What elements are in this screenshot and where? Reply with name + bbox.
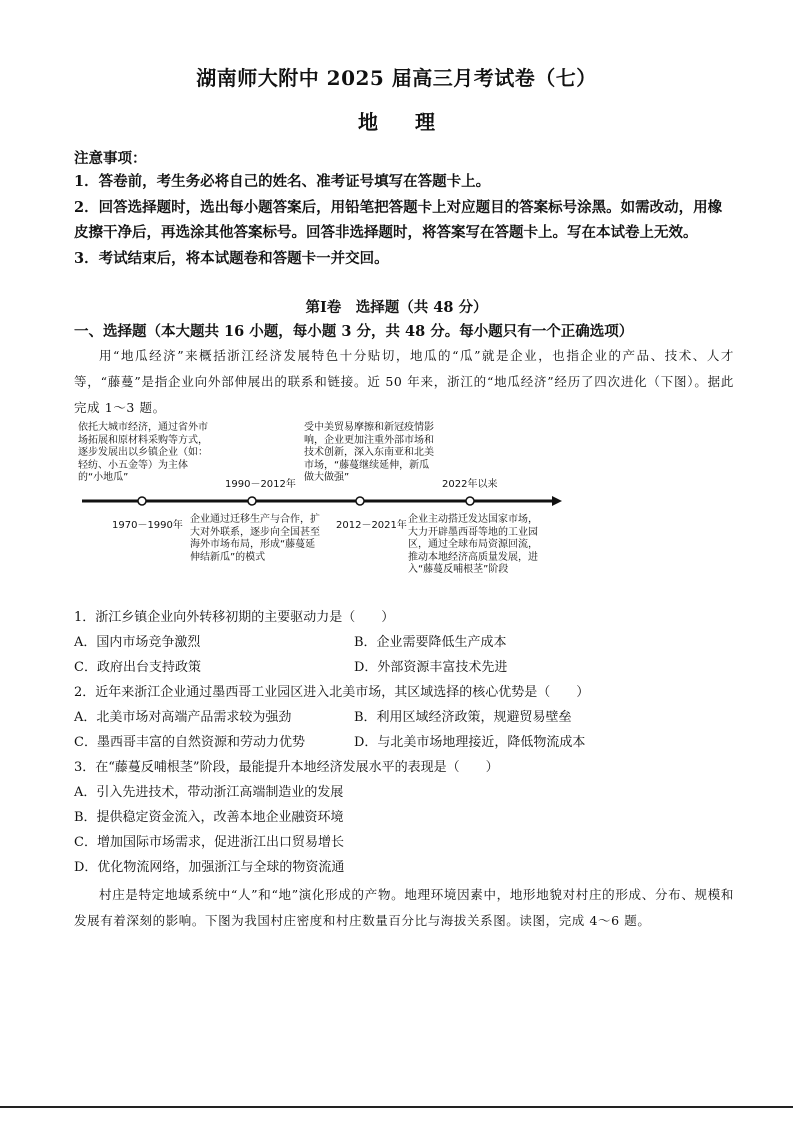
period-label: 2012－2021年 — [336, 520, 407, 531]
intro-paragraph-2: 村庄是特定地域系统中“人”和“地”演化形成的产物。地理环境因素中，地形地貌对村庄的形成、分布、规模和发展有着深刻的影响。下图为我国村庄密度和村庄数量百分比与海拔关系图。读图，完成 4～6 题。 — [74, 887, 734, 928]
timeline-figure — [74, 420, 564, 595]
page-bottom-rule — [0, 1106, 793, 1108]
exam-title: 湖南师大附中 2025 届高三月考试卷（七） — [196, 66, 597, 90]
period-label: 1990－2012年 — [225, 479, 296, 490]
section-title: 第Ⅰ卷 选择题（共 48 分） — [305, 299, 488, 316]
option-row — [74, 730, 734, 755]
option-b[interactable]: B．提供稳定资金流入，改善本地企业融资环境 — [74, 810, 344, 825]
notice-list — [74, 169, 734, 271]
option-a[interactable]: A．北美市场对高端产品需求较为强劲 — [74, 710, 292, 725]
question-stem: 2．近年来浙江企业通过墨西哥工业园区进入北美市场，其区域选择的核心优势是（ ） — [74, 685, 590, 700]
notice-item: 1．答卷前，考生务必将自己的姓名、准考证号填写在答题卡上。 — [74, 173, 491, 190]
question-list — [74, 605, 734, 880]
notice-item: 2．回答选择题时，选出每小题答案后，用铅笔把答题卡上对应题目的答案标号涂黑。如需改动，用橡皮擦干净后，再选涂其他答案标号。回答非选择题时，将答案写在答题卡上。写在本试卷上无效。 — [74, 198, 723, 241]
option-d[interactable]: D．与北美市场地理接近，降低物流成本 — [354, 735, 586, 750]
timeline-node — [138, 497, 146, 505]
stage-description: 受中美贸易摩擦和新冠疫情影响，企业更加注重外部市场和技术创新，深入东南亚和北美市场，“藤蔓继续延伸，新瓜做大做强” — [304, 422, 434, 483]
timeline-node — [466, 497, 474, 505]
option-b[interactable]: B．企业需要降低生产成本 — [354, 635, 507, 650]
stage-description: 企业通过迁移生产与合作，扩大对外联系，逐步向全国甚至海外市场布局，形成“藤蔓延伸结新瓜”的模式 — [190, 514, 320, 563]
option-row — [74, 705, 734, 730]
timeline-arrow — [552, 496, 562, 506]
subject-title: 地 理 — [358, 110, 435, 134]
intro-paragraph-1: 用“地瓜经济”来概括浙江经济发展特色十分贴切，地瓜的“瓜”就是企业，也指企业的产品、技术、人才等，“藤蔓”是指企业向外部伸展出的联系和链接。近 50 年来，浙江的“地瓜经济”经历了四次进化（下图）。据此完成 1～3 题。 — [74, 348, 734, 415]
option-row — [74, 630, 734, 655]
question-stem: 1．浙江乡镇企业向外转移初期的主要驱动力是（ ） — [74, 610, 395, 625]
option-c[interactable]: C．墨西哥丰富的自然资源和劳动力优势 — [74, 735, 305, 750]
notice-heading: 注意事项： — [74, 150, 147, 167]
notice-item: 3．考试结束后，将本试题卷和答题卡一并交回。 — [74, 249, 389, 267]
option-a[interactable]: A．引入先进技术，带动浙江高端制造业的发展 — [74, 785, 344, 800]
option-b[interactable]: B．利用区域经济政策，规避贸易壁垒 — [354, 710, 572, 725]
period-label: 1970－1990年 — [112, 520, 183, 531]
option-c[interactable]: C．政府出台支持政策 — [74, 660, 201, 675]
option-d[interactable]: D．外部资源丰富技术先进 — [354, 660, 508, 675]
option-row — [74, 655, 734, 680]
timeline-node — [248, 497, 256, 505]
question-stem: 3．在“藤蔓反哺根茎”阶段，最能提升本地经济发展水平的表现是（ ） — [74, 760, 499, 775]
period-label: 2022年以来 — [442, 479, 498, 490]
part-title: 一、选择题（本大题共 16 小题，每小题 3 分，共 48 分。每小题只有一个正确选项） — [74, 323, 634, 340]
timeline-node — [356, 497, 364, 505]
stage-description: 依托大城市经济，通过省外市场拓展和原材料采购等方式，逐步发展出以乡镇企业（如：轻纺、小五金等）为主体的“小地瓜” — [78, 422, 208, 483]
stage-description: 企业主动搭迁发达国家市场，大力开辟墨西哥等地的工业园区，通过全球布局资源回流，推动本地经济高质量发展，进入“藤蔓反哺根茎”阶段 — [408, 514, 538, 575]
option-c[interactable]: C．增加国际市场需求，促进浙江出口贸易增长 — [74, 835, 344, 850]
option-a[interactable]: A．国内市场竞争激烈 — [74, 635, 201, 650]
option-d[interactable]: D．优化物流网络，加强浙江与全球的物资流通 — [74, 860, 345, 875]
